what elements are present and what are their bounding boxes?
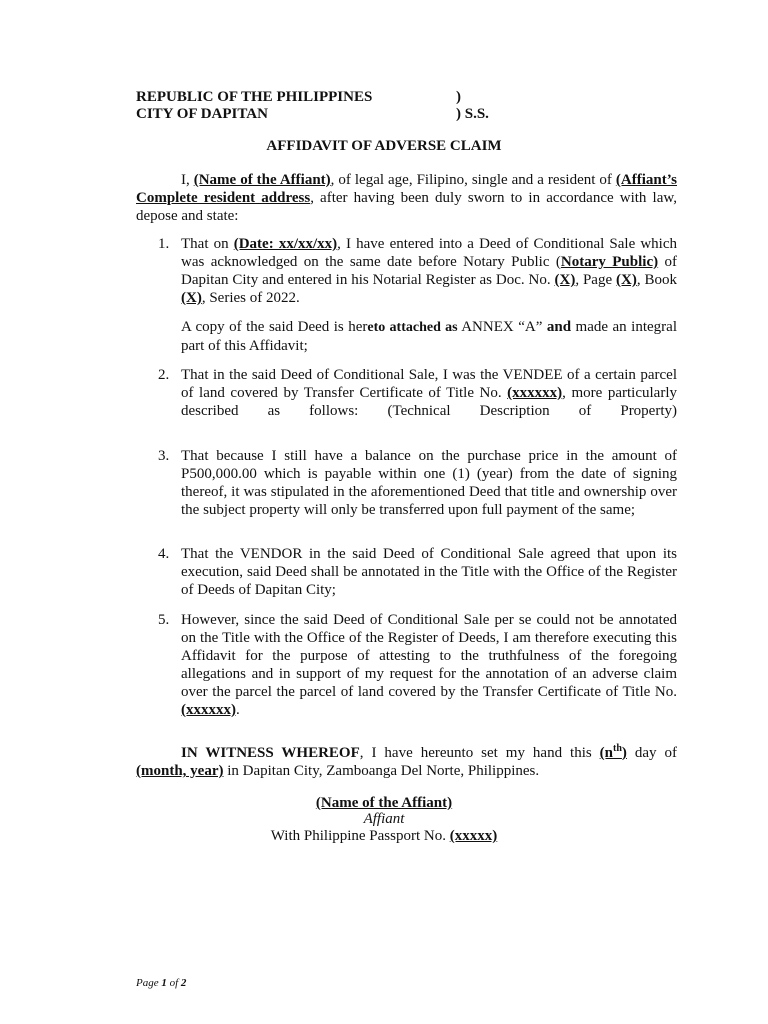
intro-paragraph [136, 171, 677, 225]
header-republic [136, 88, 461, 106]
list-item [136, 611, 677, 719]
item-text-part: , more particularly described as follows: (Technical Description of Property) [181, 385, 677, 419]
item-text-part: That in the said Deed of Conditional Sale, I was the VENDEE of a certain parcel of land covered by Transfer Certificate of Title No. [181, 367, 677, 401]
footer-total-pages: 2 [180, 977, 187, 989]
affiant-address-placeholder: (Affiant’s Complete resident address [136, 172, 677, 206]
header-line1: REPUBLIC OF THE PHILIPPINES [136, 89, 373, 105]
month-year-placeholder: (month, year) [136, 763, 224, 779]
item-text: That because I still have a balance on the purchase price in the amount of P500,000.00 which is payable within one (1) (year) from the date of signing thereof, it was stipulated in the aforementioned Deed that title and ownership over the subject property will only be transferred upon full payment of the same; [181, 448, 677, 518]
witness-paragraph [136, 744, 677, 780]
item-text-part: , Page [575, 272, 617, 288]
passport-no-placeholder: (xxxxx) [449, 828, 498, 844]
document-title: AFFIDAVIT OF ADVERSE CLAIM [266, 138, 502, 154]
tct-placeholder: (xxxxxx) [507, 385, 563, 401]
annex-text: A copy of the said Deed is her [181, 319, 368, 335]
date-placeholder: (Date: xx/xx/xx) [233, 236, 338, 252]
signature-role: Affiant [363, 811, 405, 827]
item-number: 3. [158, 448, 170, 464]
tct-placeholder: (xxxxxx) [181, 702, 236, 718]
footer-page-word: Page [136, 977, 162, 989]
day-open: (n [599, 745, 614, 761]
item-text [181, 366, 677, 420]
item-text [181, 611, 677, 719]
item-number: 5. [158, 612, 170, 628]
item-text-part: That on [181, 236, 234, 252]
header-line2: CITY OF DAPITAN [136, 106, 268, 122]
item-number: 1. [158, 236, 170, 252]
book-no-placeholder: (X) [181, 290, 202, 306]
signature-name: (Name of the Affiant) [315, 795, 453, 811]
affiant-name-placeholder: (Name of the Affiant) [193, 172, 331, 188]
page-footer [136, 974, 186, 992]
day-suffix: th [613, 743, 622, 754]
intro-text: , of legal age, Filipino, single and a resident of [330, 172, 616, 188]
item-text-part: , Book [636, 272, 677, 288]
list-item [136, 545, 677, 599]
item-number: 4. [158, 546, 170, 562]
item-text-part: However, since the said Deed of Conditional Sale per se could not be annotated on the Title with the Office of the Register of Deeds, I am therefore executing this Affidavit for the purpose of attesting to the truthfulness of the foregoing allegations and in support of my request for the annotation of an adverse claim over the parcel the parcel of land covered by the Transfer Certificate of Title No. [181, 612, 677, 700]
list-item [136, 366, 677, 420]
passport-line [0, 827, 768, 845]
witness-heading: IN WITNESS WHEREOF [181, 745, 360, 761]
item-text-part: , I have entered into a Deed of Conditional Sale which was acknowledged on the same date before Notary Public ( [181, 236, 677, 270]
doc-no-placeholder: (X) [554, 272, 576, 288]
witness-text: day of [626, 745, 677, 761]
item-text-part: of Dapitan City and entered in his Notarial Register as Doc. No. [181, 254, 677, 288]
witness-text: , I have hereunto set my hand this [359, 745, 600, 761]
list-item [136, 447, 677, 519]
item-text-part: , Series of 2022. [201, 290, 300, 306]
item-number: 2. [158, 367, 170, 383]
annex-paragraph [181, 318, 677, 355]
passport-label: With Philippine Passport No. [270, 828, 450, 844]
annex-text: made an integral part of this Affidavit; [181, 319, 677, 354]
annex-text: eto attached as [367, 320, 458, 335]
footer-current-page: 1 [161, 977, 167, 989]
day-close: ) [621, 745, 627, 761]
notary-placeholder: Notary Public) [560, 254, 659, 270]
item-text [181, 235, 677, 307]
day-placeholder [600, 745, 627, 761]
annex-label: ANNEX “A” [457, 319, 547, 335]
page-no-placeholder: (X) [616, 272, 637, 288]
intro-text: , after having been duly sworn to in accordance with law, depose and state: [136, 190, 677, 224]
annex-text: and [546, 319, 572, 335]
item-text: That the VENDOR in the said Deed of Conditional Sale agreed that upon its execution, said Deed shall be annotated in the Title with the Office of the Register of Deeds of Dapitan City; [181, 546, 677, 598]
header-line2-paren: ) S.S. [456, 106, 489, 122]
item-text-part: . [236, 702, 240, 718]
header-line1-paren: ) [456, 89, 461, 105]
intro-text: I, [181, 172, 194, 188]
header-city [136, 105, 489, 123]
list-item [136, 235, 677, 307]
footer-of-word: of [166, 977, 181, 989]
witness-text: in Dapitan City, Zamboanga Del Norte, Philippines. [223, 763, 540, 779]
